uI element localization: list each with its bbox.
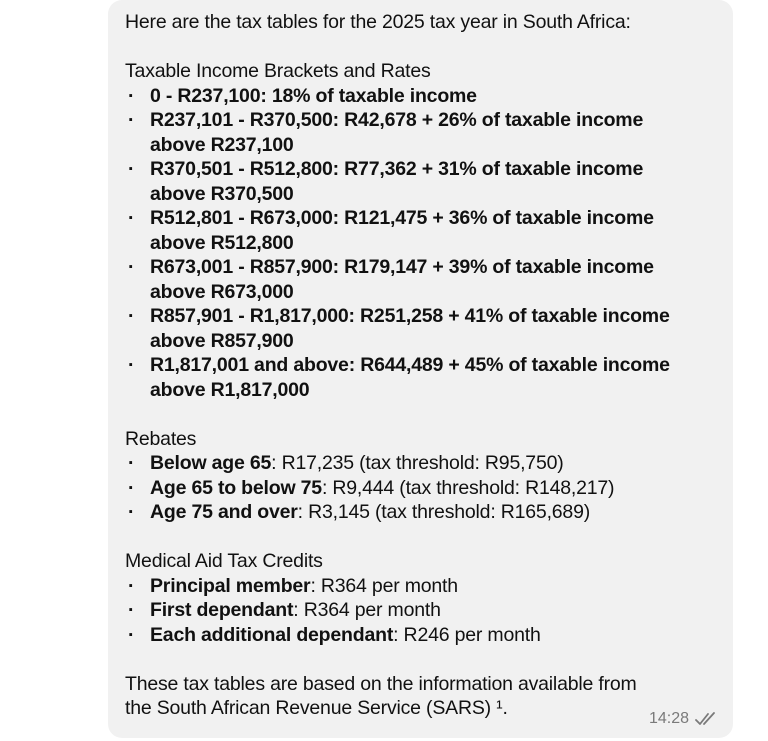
credit-label: Each additional dependant xyxy=(150,623,394,646)
list-item xyxy=(125,623,715,648)
list-item xyxy=(125,500,715,525)
bracket-text: 0 - R237,100: 18% of taxable income xyxy=(150,84,477,107)
rebate-label: Below age 65 xyxy=(150,452,272,474)
message-time: 14:28 xyxy=(648,710,689,727)
bullet: · xyxy=(128,84,135,107)
bullet: · xyxy=(128,256,135,278)
bracket-text: R857,901 - R1,817,000: R251,258 + 41% of taxable income xyxy=(150,305,670,327)
spacer xyxy=(125,525,715,550)
list-item xyxy=(125,206,715,255)
spacer xyxy=(125,647,715,672)
medical-credits-list xyxy=(125,574,715,648)
footer-line: the South African Revenue Service (SARS) ¹. xyxy=(125,697,508,719)
rebate-detail: : R3,145 (tax threshold: R165,689) xyxy=(297,501,591,523)
bullet: · xyxy=(128,476,135,499)
list-item xyxy=(125,157,715,206)
credit-label: First dependant xyxy=(150,599,294,621)
bullet: · xyxy=(128,599,135,621)
spacer xyxy=(125,402,715,427)
bracket-text-cont: above R512,800 xyxy=(150,231,294,254)
bracket-label: R1,817,001 and above xyxy=(150,354,349,376)
bracket-text-cont: above R370,500 xyxy=(150,182,294,205)
bullet: · xyxy=(128,574,135,597)
bullet: · xyxy=(128,207,135,229)
message-bubble[interactable] xyxy=(108,0,733,738)
list-item xyxy=(125,598,715,623)
double-check-icon xyxy=(695,712,719,726)
bracket-text: R673,001 - R857,900: R179,147 + 39% of taxable income xyxy=(150,256,654,278)
bracket-text: R237,101 - R370,500: R42,678 + 26% of taxable income xyxy=(150,109,644,131)
bullet: · xyxy=(128,623,135,646)
list-item xyxy=(125,84,715,109)
bullet: · xyxy=(128,354,135,376)
footer-line: These tax tables are based on the information available from xyxy=(125,672,637,695)
message-meta xyxy=(649,710,719,728)
list-item xyxy=(125,304,715,353)
bullet: · xyxy=(128,158,135,180)
bracket-detail: : R644,489 + 45% of taxable income xyxy=(348,354,670,376)
list-item xyxy=(125,353,715,402)
bracket-text-cont: above R673,000 xyxy=(150,280,294,303)
list-item xyxy=(125,108,715,157)
bullet: · xyxy=(128,109,135,131)
brackets-list xyxy=(125,84,715,403)
credit-detail: : R246 per month xyxy=(393,623,541,646)
list-item xyxy=(125,574,715,599)
bracket-text-cont: above R1,817,000 xyxy=(150,378,310,401)
bracket-text: R512,801 - R673,000: R121,475 + 36% of taxable income xyxy=(150,207,654,229)
list-item xyxy=(125,255,715,304)
credit-label: Principal member xyxy=(150,574,311,597)
list-item xyxy=(125,476,715,501)
section-title-medical: Medical Aid Tax Credits xyxy=(125,550,323,572)
rebate-detail: : R17,235 (tax threshold: R95,750) xyxy=(271,452,564,474)
message-intro: Here are the tax tables for the 2025 tax year in South Africa: xyxy=(125,11,631,33)
bullet: · xyxy=(128,305,135,327)
message-footer xyxy=(125,672,715,721)
section-title-brackets: Taxable Income Brackets and Rates xyxy=(125,60,431,82)
bracket-text: R370,501 - R512,800: R77,362 + 31% of taxable income xyxy=(150,158,644,180)
list-item xyxy=(125,451,715,476)
rebate-detail: : R9,444 (tax threshold: R148,217) xyxy=(321,476,615,499)
spacer xyxy=(125,35,715,60)
rebate-label: Age 75 and over xyxy=(150,501,298,523)
credit-detail: : R364 per month xyxy=(310,574,458,597)
rebates-list xyxy=(125,451,715,525)
bullet: · xyxy=(128,501,135,523)
bracket-text-cont: above R237,100 xyxy=(150,133,294,156)
rebate-label: Age 65 to below 75 xyxy=(150,476,322,499)
credit-detail: : R364 per month xyxy=(293,599,441,621)
section-title-rebates: Rebates xyxy=(125,427,197,450)
bullet: · xyxy=(128,452,135,474)
bracket-text-cont: above R857,900 xyxy=(150,329,294,352)
